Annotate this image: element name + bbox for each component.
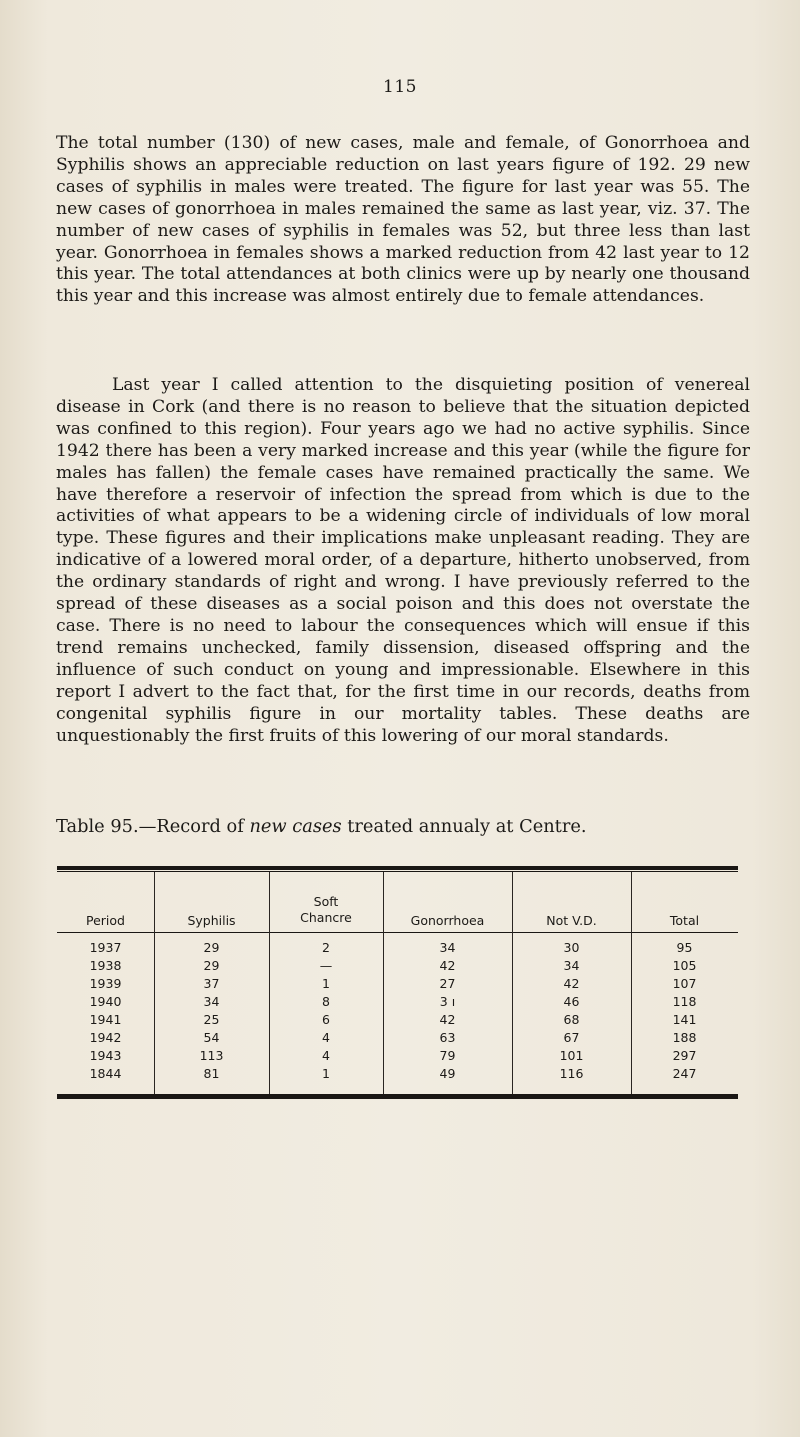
cell-not-vd: 101 [559, 1048, 584, 1063]
table-row [57, 1048, 738, 1064]
cell-total: 188 [672, 1030, 697, 1045]
cell-total: 105 [672, 958, 697, 973]
cell-syphilis: 25 [203, 1012, 220, 1027]
cell-total: 95 [676, 940, 693, 955]
cell-soft-chancre: 4 [322, 1048, 330, 1063]
cell-period: 1938 [89, 958, 122, 973]
cell-period: 1939 [89, 976, 122, 991]
header-soft-chancre [269, 894, 383, 926]
header-soft-chancre-line1: Soft [313, 894, 339, 909]
record-table [57, 866, 738, 1100]
cell-gonorrhoea: 63 [439, 1030, 456, 1045]
cell-soft-chancre: 1 [322, 1066, 330, 1081]
cell-period: 1943 [89, 1048, 122, 1063]
table-header-rule [57, 932, 738, 933]
header-not-vd: Not V.D. [546, 913, 597, 928]
cell-period: 1937 [89, 940, 122, 955]
cell-soft-chancre: 2 [322, 940, 330, 955]
page-number: 115 [383, 77, 417, 97]
cell-not-vd: 116 [559, 1066, 584, 1081]
cell-total: 247 [672, 1066, 697, 1081]
cell-gonorrhoea: 79 [439, 1048, 456, 1063]
cell-soft-chancre: 6 [322, 1012, 330, 1027]
cell-period: 1942 [89, 1030, 122, 1045]
cell-soft-chancre: 4 [322, 1030, 330, 1045]
cell-gonorrhoea: 3 ı [439, 994, 456, 1009]
cell-total: 118 [672, 994, 697, 1009]
cell-total: 141 [672, 1012, 697, 1027]
cell-gonorrhoea: 34 [439, 940, 456, 955]
cell-not-vd: 34 [563, 958, 580, 973]
table-bottom-rule [57, 1094, 738, 1099]
cell-total: 107 [672, 976, 697, 991]
cell-syphilis: 113 [199, 1048, 224, 1063]
header-gonorrhoea: Gonorrhoea [410, 913, 485, 928]
paragraph-1: The total number (130) of new cases, male and female, of Gonorrhoea and Syphilis shows an appreciable reduction on last years figure of 192. 29 new cases of syphilis in males were treated. The figure for last year was 55. The new cases of gonorrhoea in males remained the same as last year, viz. 37. The number of new cases of syphilis in females was 52, but three less than last year. Gonorrhoea in females shows a marked reduction from 42 last year to 12 this year. The total attendances at both clinics were up by nearly one thousand this year and this increase was almost entirely due to female attendances. [56, 133, 750, 307]
header-syphilis: Syphilis [187, 913, 236, 928]
cell-gonorrhoea: 42 [439, 1012, 456, 1027]
table-row [57, 1012, 738, 1028]
header-total: Total [669, 913, 700, 928]
cell-not-vd: 46 [563, 994, 580, 1009]
table-caption [56, 816, 756, 838]
table-caption-prefix: Table 95.—Record of [56, 816, 250, 837]
paragraph-2: Last year I called attention to the disquieting position of venereal disease in Cork (and there is no reason to believe that the situation depicted was confined to this region). Four years ago we had no active syphilis. Since 1942 there has been a very marked increase and this year (while the figure for males has fallen) the female cases have remained practically the same. We have therefore a reservoir of infection the spread from which is due to the activities of what appears to be a widening circle of individuals of low moral type. These figures and their implications make unpleasant reading. They are indicative of a lowered moral order, of a departure, hitherto unobserved, from the ordinary standards of right and wrong. I have previously referred to the spread of these diseases as a social poison and this does not overstate the case. There is no need to labour the consequences which will ensue if this trend remains unchecked, family dissension, diseased offspring and the influence of such conduct on young and impressionable. Elsewhere in this report I advert to the fact that, for the first time in our records, deaths from congenital syphilis figure in our mortality tables. These deaths are unquestionably the first fruits of this lowering of our moral standards. [56, 375, 750, 746]
cell-not-vd: 42 [563, 976, 580, 991]
cell-syphilis: 29 [203, 940, 220, 955]
cell-soft-chancre: 1 [322, 976, 330, 991]
table-top-rule [57, 866, 738, 870]
cell-gonorrhoea: 42 [439, 958, 456, 973]
cell-gonorrhoea: 49 [439, 1066, 456, 1081]
cell-syphilis: 37 [203, 976, 220, 991]
cell-period: 1941 [89, 1012, 122, 1027]
cell-period: 1940 [89, 994, 122, 1009]
table-caption-italic: new cases [249, 816, 342, 837]
cell-soft-chancre: 8 [322, 994, 330, 1009]
cell-not-vd: 67 [563, 1030, 580, 1045]
cell-period: 1844 [89, 1066, 122, 1081]
cell-gonorrhoea: 27 [439, 976, 456, 991]
table-row [57, 976, 738, 992]
cell-syphilis: 81 [203, 1066, 220, 1081]
cell-total: 297 [672, 1048, 697, 1063]
table-caption-suffix: treated annualy at Centre. [341, 816, 587, 837]
table-row [57, 1066, 738, 1082]
cell-soft-chancre: — [319, 958, 333, 973]
table-row [57, 940, 738, 956]
cell-syphilis: 34 [203, 994, 220, 1009]
cell-not-vd: 30 [563, 940, 580, 955]
header-soft-chancre-line2: Chancre [300, 910, 352, 925]
cell-not-vd: 68 [563, 1012, 580, 1027]
cell-syphilis: 54 [203, 1030, 220, 1045]
cell-syphilis: 29 [203, 958, 220, 973]
table-row [57, 994, 738, 1010]
table-row [57, 1030, 738, 1046]
header-period: Period [86, 913, 125, 928]
table-top-rule-thin [57, 871, 738, 872]
table-row [57, 958, 738, 974]
